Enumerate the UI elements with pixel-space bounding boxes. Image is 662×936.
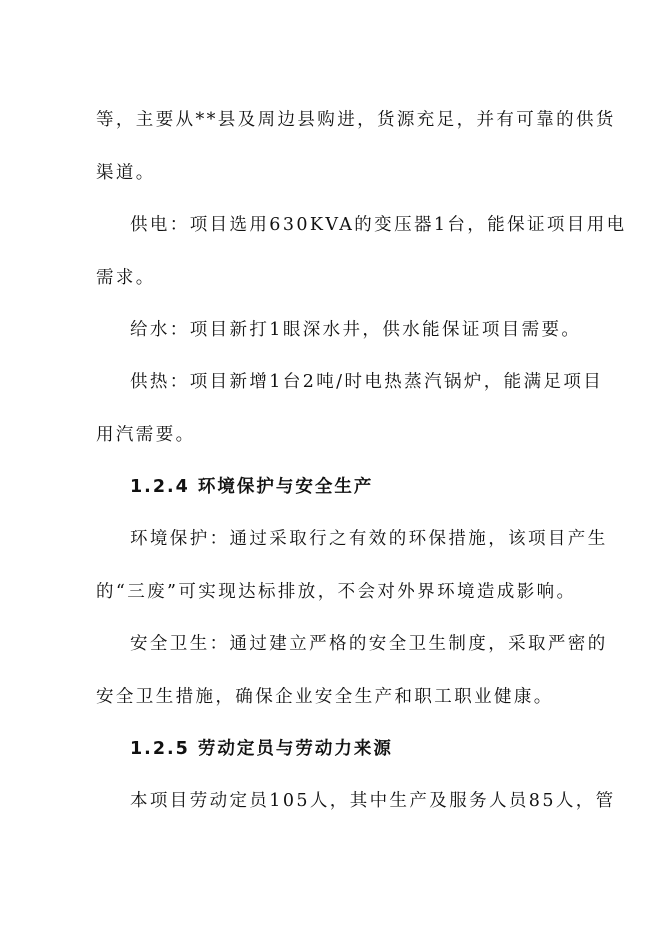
paragraph-line: 需求。 — [96, 268, 156, 288]
paragraph-line: 环境保护：通过采取行之有效的环保措施，该项目产生 — [130, 529, 608, 549]
paragraph-line: 给水：项目新打1眼深水井，供水能保证项目需要。 — [130, 320, 582, 340]
paragraph-line: 等，主要从**县及周边县购进，货源充足，并有可靠的供货 — [96, 110, 616, 130]
paragraph-line: 渠道。 — [96, 163, 156, 183]
paragraph-line: 供热：项目新增1台2吨/时电热蒸汽锅炉，能满足项目 — [130, 372, 604, 392]
paragraph-line: 供电：项目选用630KVA的变压器1台，能保证项目用电 — [130, 215, 627, 235]
paragraph-line: 安全卫生：通过建立严格的安全卫生制度，采取严密的 — [130, 634, 608, 654]
paragraph-line: 用汽需要。 — [96, 425, 196, 445]
paragraph-line: 本项目劳动定员105人，其中生产及服务人员85人，管 — [130, 791, 616, 811]
paragraph-line: 安全卫生措施，确保企业安全生产和职工职业健康。 — [96, 687, 554, 707]
paragraph-line: 的“三废”可实现达标排放，不会对外界环境造成影响。 — [96, 582, 577, 602]
section-heading: 1.2.5 劳动定员与劳动力来源 — [130, 739, 393, 759]
section-heading: 1.2.4 环境保护与安全生产 — [130, 477, 374, 497]
